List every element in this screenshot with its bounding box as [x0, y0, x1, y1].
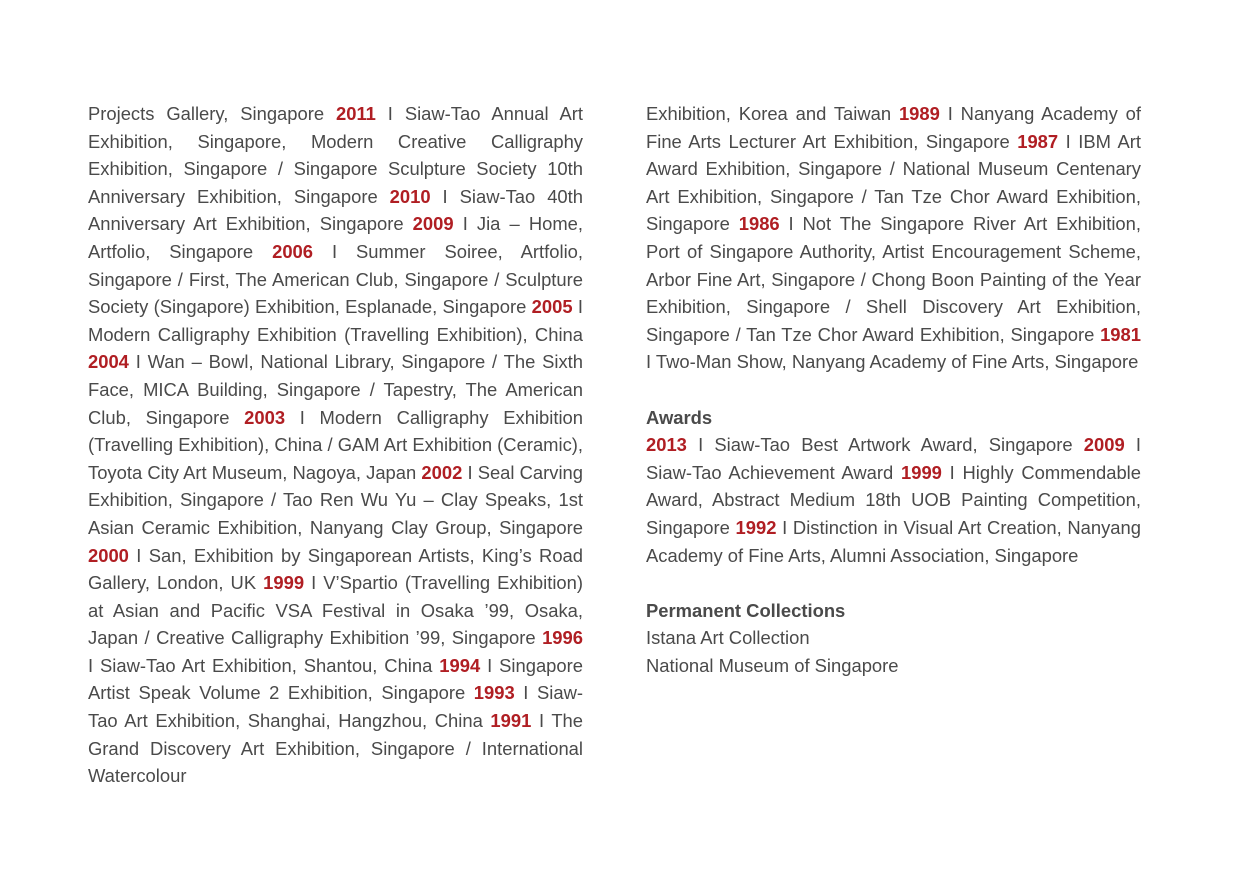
exhibitions-column-left: [88, 100, 583, 790]
year-label: 2000: [88, 544, 129, 566]
year-label: 2002: [421, 461, 463, 483]
entry-text: Projects Gallery, Singapore: [88, 103, 336, 124]
entry-text: I Seal Carving Exhibition, Singapore / Tao Ren Wu Yu – Clay Speaks, 1st Asian Ceramic Exhibition, Nanyang Clay Group, Singapore: [88, 461, 584, 538]
year-label: 1993: [473, 682, 515, 704]
entry-text: I Wan – Bowl, National Library, Singapore / The Sixth Face, MICA Building, Singapore / Tapestry, The American Club, Singapore: [88, 351, 583, 428]
entry-text: I IBM Art Award Exhibition, Singapore / National Museum Centenary Art Exhibition, Singapore / Tan Tze Chor Award Exhibition, Singapore: [646, 130, 1141, 235]
year-label: 1991: [490, 710, 532, 732]
year-label: 1981: [1100, 323, 1141, 345]
year-label: 1996: [542, 627, 583, 649]
entry-text: I Summer Soiree, Artfolio, Singapore / First, The American Club, Singapore / Sculpture Society (Singapore) Exhibition, Esplanade, Singapore: [88, 240, 583, 318]
entry-text: I Siaw-Tao Art Exhibition, Shantou, China: [88, 654, 440, 676]
year-label: 1986: [738, 213, 780, 235]
entry-text: I Highly Commendable Award, Abstract Medium 18th UOB Painting Competition, Singapore: [646, 461, 1141, 538]
year-label: 1994: [439, 654, 481, 676]
entry-text: I Singapore Artist Speak Volume 2 Exhibition, Singapore: [88, 654, 583, 704]
year-label: 1992: [735, 516, 777, 538]
entry-text: I The Grand Discovery Art Exhibition, Singapore / International Watercolour: [88, 710, 584, 787]
year-label: 2009: [1083, 434, 1125, 456]
exhibitions-text-right: [646, 100, 1141, 376]
year-label: 2009: [412, 213, 454, 235]
entry-text: I V’Spartio (Travelling Exhibition) at Asian and Pacific VSA Festival in Osaka ’99, Osaka, Japan / Creative Calligraphy Exhibition ’99, Singapore: [88, 572, 584, 649]
entry-text: Exhibition, Korea and Taiwan: [646, 103, 899, 124]
entry-text: I Siaw-Tao Art Exhibition, Shanghai, Hangzhou, China: [88, 682, 583, 732]
entry-text: I Nanyang Academy of Fine Arts Lecturer Art Exhibition, Singapore: [646, 103, 1141, 152]
entry-text: I Not The Singapore River Art Exhibition, Port of Singapore Authority, Artist Encouragement Scheme, Arbor Fine Art, Singapore / Chong Boon Painting of the Year Exhibition, Singapore / Shell Discovery Art Exhibition, Singapore / Tan Tze Chor Award Exhibition, Singapore: [646, 213, 1141, 345]
collection-item: Istana Art Collection: [646, 627, 810, 649]
collection-item: National Museum of Singapore: [646, 654, 899, 676]
exhibitions-text-left: [88, 100, 583, 790]
entry-text: I Siaw-Tao Best Artwork Award, Singapore: [686, 434, 1084, 456]
year-label: 2003: [244, 406, 286, 428]
awards-heading: Awards: [646, 406, 713, 428]
entry-text: I Siaw-Tao Annual Art Exhibition, Singapore, Modern Creative Calligraphy Exhibition, Singapore / Singapore Sculpture Society 10th Anniversary Exhibition, Singapore: [88, 103, 584, 207]
entry-text: I Siaw-Tao 40th Anniversary Art Exhibition, Singapore: [88, 185, 584, 235]
year-label: 1989: [898, 103, 940, 124]
year-label: 2004: [88, 351, 129, 373]
year-label: 2006: [272, 240, 314, 262]
exhibitions-column-right: [646, 100, 1141, 679]
year-label: 2010: [389, 185, 431, 207]
year-label: 1999: [900, 461, 942, 483]
awards-text: [646, 431, 1141, 569]
entry-text: I Modern Calligraphy Exhibition (Travelling Exhibition), China: [88, 296, 583, 345]
entry-text: I Two-Man Show, Nanyang Academy of Fine Arts, Singapore: [646, 351, 1139, 373]
year-label: 2013: [646, 434, 687, 456]
year-label: 1987: [1017, 130, 1059, 152]
entry-text: I San, Exhibition by Singaporean Artists, King’s Road Gallery, London, UK: [88, 544, 583, 594]
year-label: 2011: [336, 103, 376, 124]
entry-text: I Siaw-Tao Achievement Award: [646, 434, 1141, 483]
entry-text: I Modern Calligraphy Exhibition (Travelling Exhibition), China / GAM Art Exhibition (Ceramic), Toyota City Art Museum, Nagoya, Japan: [88, 406, 584, 483]
entry-text: I Distinction in Visual Art Creation, Nanyang Academy of Fine Arts, Alumni Association, Singapore: [646, 516, 1141, 566]
year-label: 1999: [263, 572, 305, 594]
collections-heading: Permanent Collections: [646, 599, 846, 621]
entry-text: I Jia – Home, Artfolio, Singapore: [88, 213, 583, 262]
year-label: 2005: [531, 296, 573, 318]
